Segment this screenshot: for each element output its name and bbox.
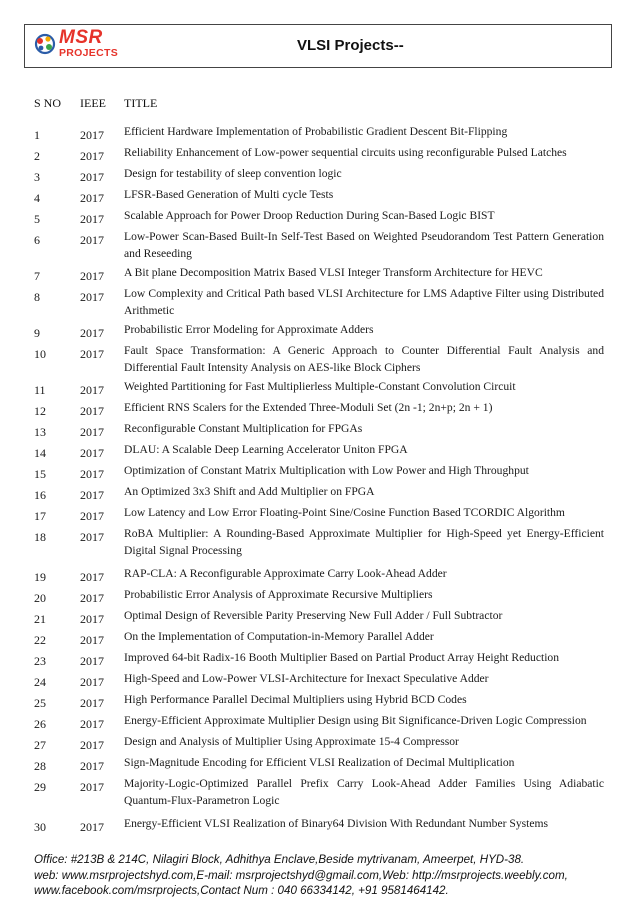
- row-ieee-year: 2017: [80, 269, 104, 283]
- row-ieee-year: 2017: [80, 425, 104, 439]
- row-title: Efficient RNS Scalers for the Extended Three-Moduli Set (2n -1; 2n+p; 2n + 1): [124, 401, 493, 414]
- row-title: RoBA Multiplier: A Rounding-Based Approximate Multiplier for High-Speed yet Energy-Efficient Digital Signal Processing: [124, 527, 604, 557]
- row-sno: 23: [34, 654, 46, 668]
- row-title: Sign-Magnitude Encoding for Efficient VLSI Realization of Decimal Multiplication: [124, 756, 515, 769]
- row-sno: 10: [34, 347, 46, 361]
- column-header-ieee: IEEE: [80, 96, 106, 110]
- row-ieee-year: 2017: [80, 738, 104, 752]
- row-title: Reliability Enhancement of Low-power sequential circuits using reconfigurable Pulsed Latches: [124, 146, 567, 159]
- row-ieee-year: 2017: [80, 780, 104, 794]
- row-ieee-year: 2017: [80, 612, 104, 626]
- row-sno: 20: [34, 591, 46, 605]
- row-sno: 15: [34, 467, 46, 481]
- row-title: Scalable Approach for Power Droop Reduction During Scan-Based Logic BIST: [124, 209, 495, 222]
- footer-facebook-contact: www.facebook.com/msrprojects,Contact Num : 040 66334142, +91 9581464142.: [34, 884, 449, 897]
- row-ieee-year: 2017: [80, 570, 104, 584]
- row-ieee-year: 2017: [80, 530, 104, 544]
- row-ieee-year: 2017: [80, 654, 104, 668]
- row-sno: 7: [34, 269, 40, 283]
- row-sno: 12: [34, 404, 46, 418]
- row-sno: 13: [34, 425, 46, 439]
- row-sno: 14: [34, 446, 46, 460]
- row-title: A Bit plane Decomposition Matrix Based VLSI Integer Transform Architecture for HEVC: [124, 266, 543, 279]
- row-ieee-year: 2017: [80, 404, 104, 418]
- row-ieee-year: 2017: [80, 717, 104, 731]
- row-title: Low Latency and Low Error Floating-Point Sine/Cosine Function Based TCORDIC Algorithm: [124, 506, 565, 519]
- row-title: Majority-Logic-Optimized Parallel Prefix Carry Look-Ahead Adder Families Using Adiabatic Quantum-Flux-Parametron Logic: [124, 777, 604, 807]
- footer-web-email: web: www.msrprojectshyd.com,E-mail: msrprojectshyd@gmail.com,Web: http://msrprojects.weebly.com,: [34, 868, 568, 882]
- logo-emblem-icon: [33, 32, 57, 56]
- row-sno: 26: [34, 717, 46, 731]
- row-title: Probabilistic Error Modeling for Approximate Adders: [124, 323, 374, 336]
- msr-logo: [33, 27, 127, 62]
- row-ieee-year: 2017: [80, 212, 104, 226]
- row-title: Energy-Efficient VLSI Realization of Binary64 Division With Redundant Number Systems: [124, 817, 549, 830]
- row-sno: 3: [34, 170, 40, 184]
- row-ieee-year: 2017: [80, 347, 104, 361]
- row-sno: 18: [34, 530, 46, 544]
- row-ieee-year: 2017: [80, 696, 104, 710]
- row-sno: 9: [34, 326, 40, 340]
- row-sno: 28: [34, 759, 46, 773]
- row-ieee-year: 2017: [80, 633, 104, 647]
- row-ieee-year: 2017: [80, 290, 104, 304]
- row-title: Low Complexity and Critical Path based VLSI Architecture for LMS Adaptive Filter using Distributed Arithmetic: [124, 287, 604, 317]
- row-ieee-year: 2017: [80, 591, 104, 605]
- row-ieee-year: 2017: [80, 149, 104, 163]
- row-title: Low-Power Scan-Based Built-In Self-Test Based on Weighted Pseudorandom Test Pattern Generation and Reseeding: [124, 230, 604, 260]
- row-sno: 8: [34, 290, 40, 304]
- row-ieee-year: 2017: [80, 446, 104, 460]
- row-sno: 27: [34, 738, 46, 752]
- row-ieee-year: 2017: [80, 128, 104, 142]
- row-sno: 5: [34, 212, 40, 226]
- row-title: On the Implementation of Computation-in-Memory Parallel Adder: [124, 630, 434, 643]
- row-sno: 30: [34, 820, 46, 834]
- row-title: Weighted Partitioning for Fast Multiplierless Multiple-Constant Convolution Circuit: [124, 380, 516, 393]
- footer-contact: [34, 852, 614, 899]
- row-title: Design and Analysis of Multiplier Using Approximate 15-4 Compressor: [124, 735, 459, 748]
- row-title: High-Speed and Low-Power VLSI-Architecture for Inexact Speculative Adder: [124, 672, 489, 685]
- row-title: Design for testability of sleep convention logic: [124, 167, 342, 180]
- row-sno: 1: [34, 128, 40, 142]
- page-header: [24, 24, 612, 68]
- row-ieee-year: 2017: [80, 326, 104, 340]
- row-title: An Optimized 3x3 Shift and Add Multiplier on FPGA: [124, 485, 375, 498]
- row-title: Probabilistic Error Analysis of Approximate Recursive Multipliers: [124, 588, 433, 601]
- row-ieee-year: 2017: [80, 467, 104, 481]
- logo-msr-text: MSR: [59, 27, 103, 48]
- row-title: LFSR-Based Generation of Multi cycle Tests: [124, 188, 334, 201]
- row-ieee-year: 2017: [80, 383, 104, 397]
- row-title: Energy-Efficient Approximate Multiplier Design using Bit Significance-Driven Logic Compression: [124, 714, 587, 727]
- column-header-sno: S NO: [34, 96, 62, 110]
- row-ieee-year: 2017: [80, 488, 104, 502]
- row-ieee-year: 2017: [80, 820, 104, 834]
- page-title: VLSI Projects--: [297, 37, 404, 54]
- logo-projects-text: PROJECTS: [59, 47, 118, 59]
- row-title: RAP-CLA: A Reconfigurable Approximate Carry Look-Ahead Adder: [124, 567, 447, 580]
- row-sno: 17: [34, 509, 46, 523]
- row-title: Improved 64-bit Radix-16 Booth Multiplier Based on Partial Product Array Height Reduction: [124, 651, 560, 664]
- row-ieee-year: 2017: [80, 233, 104, 247]
- row-ieee-year: 2017: [80, 759, 104, 773]
- row-sno: 2: [34, 149, 40, 163]
- row-sno: 16: [34, 488, 46, 502]
- row-ieee-year: 2017: [80, 191, 104, 205]
- row-sno: 4: [34, 191, 40, 205]
- footer-address: Office: #213B & 214C, Nilagiri Block, Adhithya Enclave,Beside mytrivanam, Ameerpet, HYD-38.: [34, 853, 525, 866]
- row-title: DLAU: A Scalable Deep Learning Accelerator Uniton FPGA: [124, 443, 408, 456]
- row-title: Reconfigurable Constant Multiplication for FPGAs: [124, 422, 363, 435]
- row-ieee-year: 2017: [80, 509, 104, 523]
- row-sno: 11: [34, 383, 46, 397]
- row-sno: 25: [34, 696, 46, 710]
- column-header-title: TITLE: [124, 96, 158, 110]
- row-title: High Performance Parallel Decimal Multipliers using Hybrid BCD Codes: [124, 693, 467, 706]
- row-sno: 22: [34, 633, 46, 647]
- row-sno: 6: [34, 233, 40, 247]
- row-sno: 24: [34, 675, 46, 689]
- row-title: Optimization of Constant Matrix Multiplication with Low Power and High Throughput: [124, 464, 529, 477]
- row-sno: 19: [34, 570, 46, 584]
- row-ieee-year: 2017: [80, 675, 104, 689]
- row-sno: 21: [34, 612, 46, 626]
- row-title: Optimal Design of Reversible Parity Preserving New Full Adder / Full Subtractor: [124, 609, 503, 622]
- row-title: Efficient Hardware Implementation of Probabilistic Gradient Descent Bit-Flipping: [124, 125, 508, 138]
- row-ieee-year: 2017: [80, 170, 104, 184]
- row-sno: 29: [34, 780, 46, 794]
- row-title: Fault Space Transformation: A Generic Approach to Counter Differential Fault Analysis and Differential Fault Intensity Analysis on AES-like Block Ciphers: [124, 344, 604, 374]
